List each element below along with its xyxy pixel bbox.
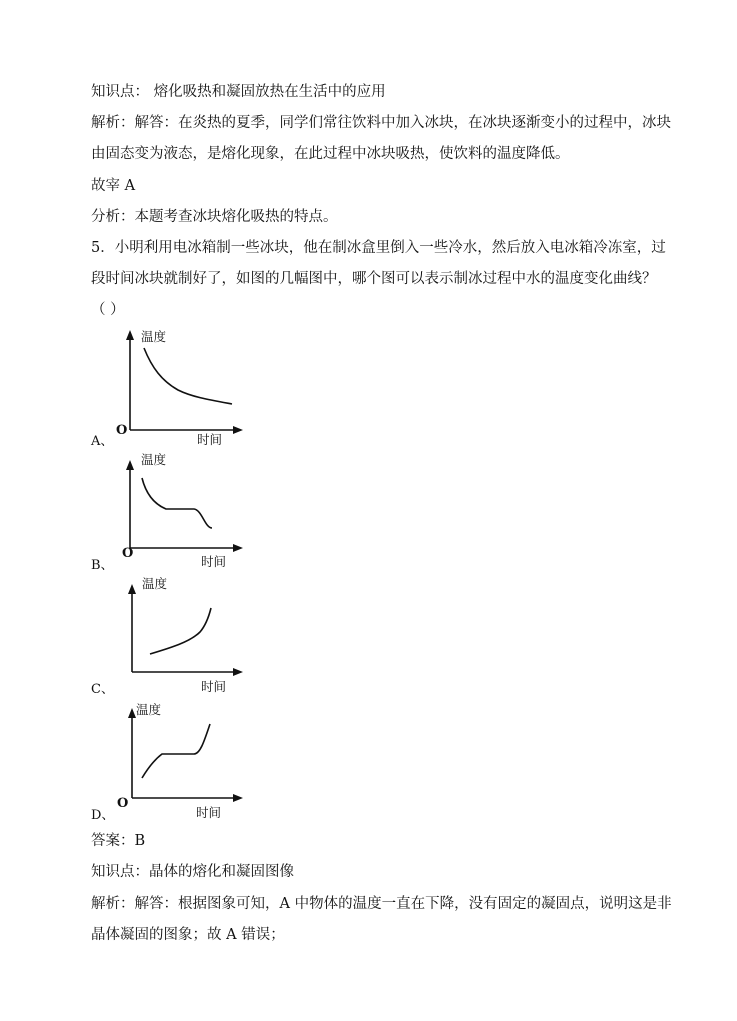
graph-d-svg (110, 698, 250, 818)
graph-option-d (110, 698, 250, 818)
option-c-label: C、 (91, 682, 114, 697)
x-axis-label: 时间 (201, 679, 227, 694)
y-axis-arrow (128, 708, 136, 718)
x-axis-arrow (233, 794, 243, 802)
x-axis-label: 时间 (197, 432, 223, 447)
graph-c-svg (110, 572, 250, 692)
x-axis-arrow (233, 544, 243, 552)
y-axis-arrow (126, 460, 134, 470)
option-d-label: D、 (91, 808, 115, 823)
question-line-1: 5．小明利用电冰箱制一些冰块，他在制冰盒里倒入一些冷水，然后放入电冰箱冷冻室，过 (91, 240, 666, 256)
graph-option-b (110, 448, 250, 568)
graph-option-c (110, 572, 250, 692)
x-axis-arrow (233, 668, 243, 676)
temperature-curve-b (142, 478, 212, 528)
origin-label: O (117, 796, 129, 811)
analysis-line-1: 解析：解答：在炎热的夏季，同学们常往饮料中加入冰块，在冰块逐渐变小的过程中，冰块 (91, 115, 671, 131)
explanation-line: 分析：本题考查冰块熔化吸热的特点。 (91, 209, 338, 225)
temperature-curve-a (144, 348, 232, 404)
y-axis-label: 温度 (142, 576, 168, 591)
x-axis-arrow (233, 426, 243, 434)
option-b-label: B、 (91, 558, 114, 573)
y-axis-label: 温度 (141, 452, 167, 467)
question-blank: （ ） (91, 302, 125, 318)
temperature-curve-d (142, 724, 210, 778)
analysis-line-3: 解析：解答：根据图象可知，A 中物体的温度一直在下降，没有固定的凝固点，说明这是非 (91, 896, 672, 912)
graph-option-a (110, 326, 250, 446)
x-axis-label: 时间 (196, 805, 222, 820)
knowledge-point-line: 知识点： 熔化吸热和凝固放热在生活中的应用 (91, 84, 386, 100)
origin-label: O (116, 423, 128, 438)
graph-a-svg (110, 326, 250, 446)
analysis-line-4: 晶体凝固的图象；故 A 错误； (91, 927, 285, 943)
knowledge-point-line-2: 知识点：晶体的熔化和凝固图像 (91, 864, 294, 880)
origin-label: O (122, 546, 134, 561)
x-axis-label: 时间 (201, 554, 227, 569)
y-axis-arrow (126, 330, 134, 340)
graph-b-svg (110, 448, 250, 568)
question-line-2: 段时间冰块就制好了，如图的几幅图中，哪个图可以表示制冰过程中水的温度变化曲线？ (91, 271, 657, 287)
answer-line-prev: 故宰 A (91, 178, 136, 194)
temperature-curve-c (150, 608, 211, 654)
y-axis-label: 温度 (141, 329, 167, 344)
answer-line: 答案：B (91, 833, 146, 849)
option-a-label: A、 (91, 434, 114, 449)
y-axis-arrow (128, 584, 136, 594)
y-axis-label: 温度 (136, 702, 162, 717)
analysis-line-2: 由固态变为液态，是熔化现象，在此过程中冰块吸热，使饮料的温度降低。 (91, 146, 570, 162)
